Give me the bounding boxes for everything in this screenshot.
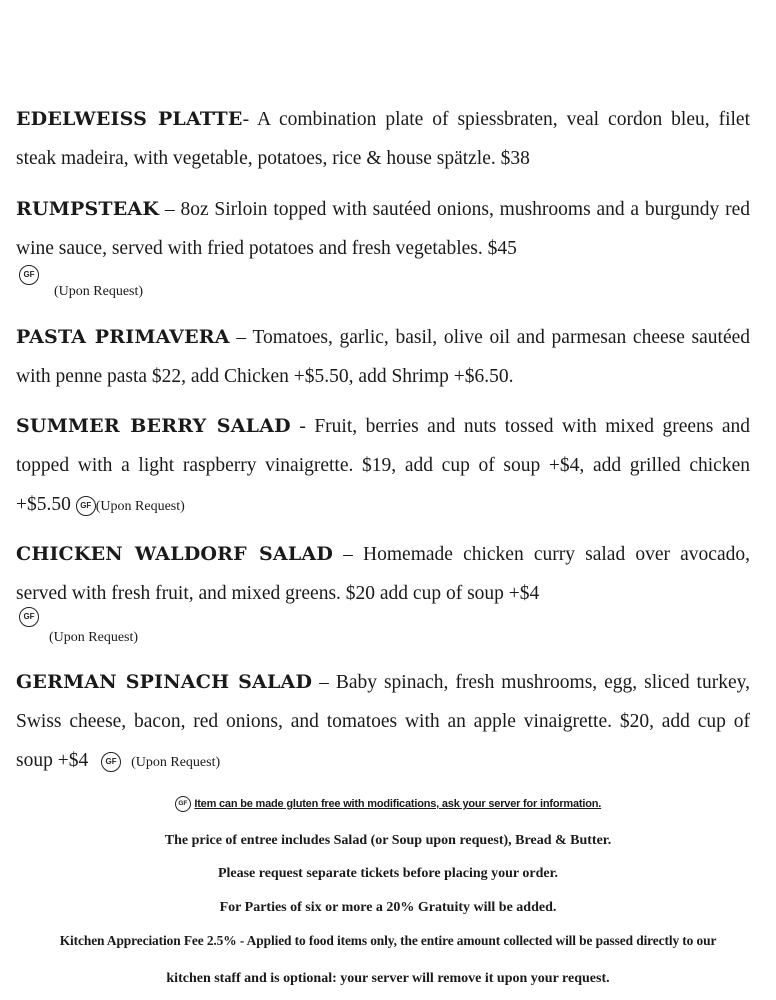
item-description: – 8oz Sirloin topped with sautéed onions, mushrooms and a burgundy red wine sauce, served with fried potatoes and fresh vegetables. $45 — [16, 199, 750, 259]
item-description: – Tomatoes, garlic, basil, olive oil and parmesan cheese sautéed with penne pasta $22, add Chicken +$5.50, add Shrimp +$6.50. — [16, 327, 751, 387]
gluten-free-icon: GF — [101, 752, 121, 772]
upon-request-note: (Upon Request) — [49, 630, 139, 645]
kitchen-fee-note-line1: Kitchen Appreciation Fee 2.5% - Applied to food items only, the entire amount collected will be passed directly to our — [59, 933, 717, 948]
menu-item-summer-berry-salad — [16, 407, 750, 526]
entree-includes-note: The price of entree includes Salad (or Soup upon request), Bread & Butter. — [164, 833, 612, 848]
kitchen-fee-note-line2: kitchen staff and is optional: your server will remove it upon your request. — [166, 971, 610, 986]
upon-request-note: (Upon Request) — [54, 284, 144, 299]
gluten-free-icon: GF — [19, 265, 39, 285]
item-description: - Fruit, berries and nuts tossed with mixed greens and topped with a light raspberry vinaigrette. $19, add cup of soup +$4, add grilled chicken +$5.50 — [16, 416, 750, 515]
item-name: SUMMER BERRY SALAD — [16, 415, 291, 437]
upon-request-note: (Upon Request) — [95, 499, 185, 514]
menu-item-rumpsteak — [16, 190, 750, 268]
gluten-free-legend-text: Item can be made gluten free with modifications, ask your server for information. — [194, 798, 602, 810]
menu-item-chicken-waldorf-salad — [16, 535, 750, 613]
gluten-free-icon: GF — [175, 796, 191, 812]
item-name: EDELWEISS PLATTE — [16, 108, 243, 130]
item-name: GERMAN SPINACH SALAD — [16, 671, 313, 693]
menu-item-edelweiss — [16, 100, 750, 178]
menu-item-pasta-primavera — [16, 318, 750, 396]
item-description: – Homemade chicken curry salad over avocado, served with fresh fruit, and mixed greens. $20 add cup of soup +$4 — [16, 544, 750, 604]
gluten-free-row — [19, 265, 39, 285]
item-name: CHICKEN WALDORF SALAD — [16, 543, 333, 565]
separate-tickets-note: Please request separate tickets before placing your order. — [217, 866, 559, 881]
gluten-free-legend — [0, 787, 776, 821]
gratuity-note: For Parties of six or more a 20% Gratuity will be added. — [219, 900, 557, 915]
gluten-free-row — [19, 607, 39, 627]
item-name: RUMPSTEAK — [16, 198, 160, 220]
gluten-free-icon: GF — [76, 496, 96, 516]
menu-item-german-spinach-salad — [16, 663, 750, 782]
upon-request-note: (Upon Request) — [131, 755, 221, 770]
gluten-free-icon: GF — [19, 607, 39, 627]
item-description: – Baby spinach, fresh mushrooms, egg, sliced turkey, Swiss cheese, bacon, red onions, and tomatoes with an apple vinaigrette. $20, add cup of soup +$4 — [16, 672, 750, 771]
item-description: - A combination plate of spiessbraten, veal cordon bleu, filet steak madeira, with vegetable, potatoes, rice & house spätzle. $38 — [16, 109, 750, 169]
item-name: PASTA PRIMAVERA — [16, 326, 230, 348]
